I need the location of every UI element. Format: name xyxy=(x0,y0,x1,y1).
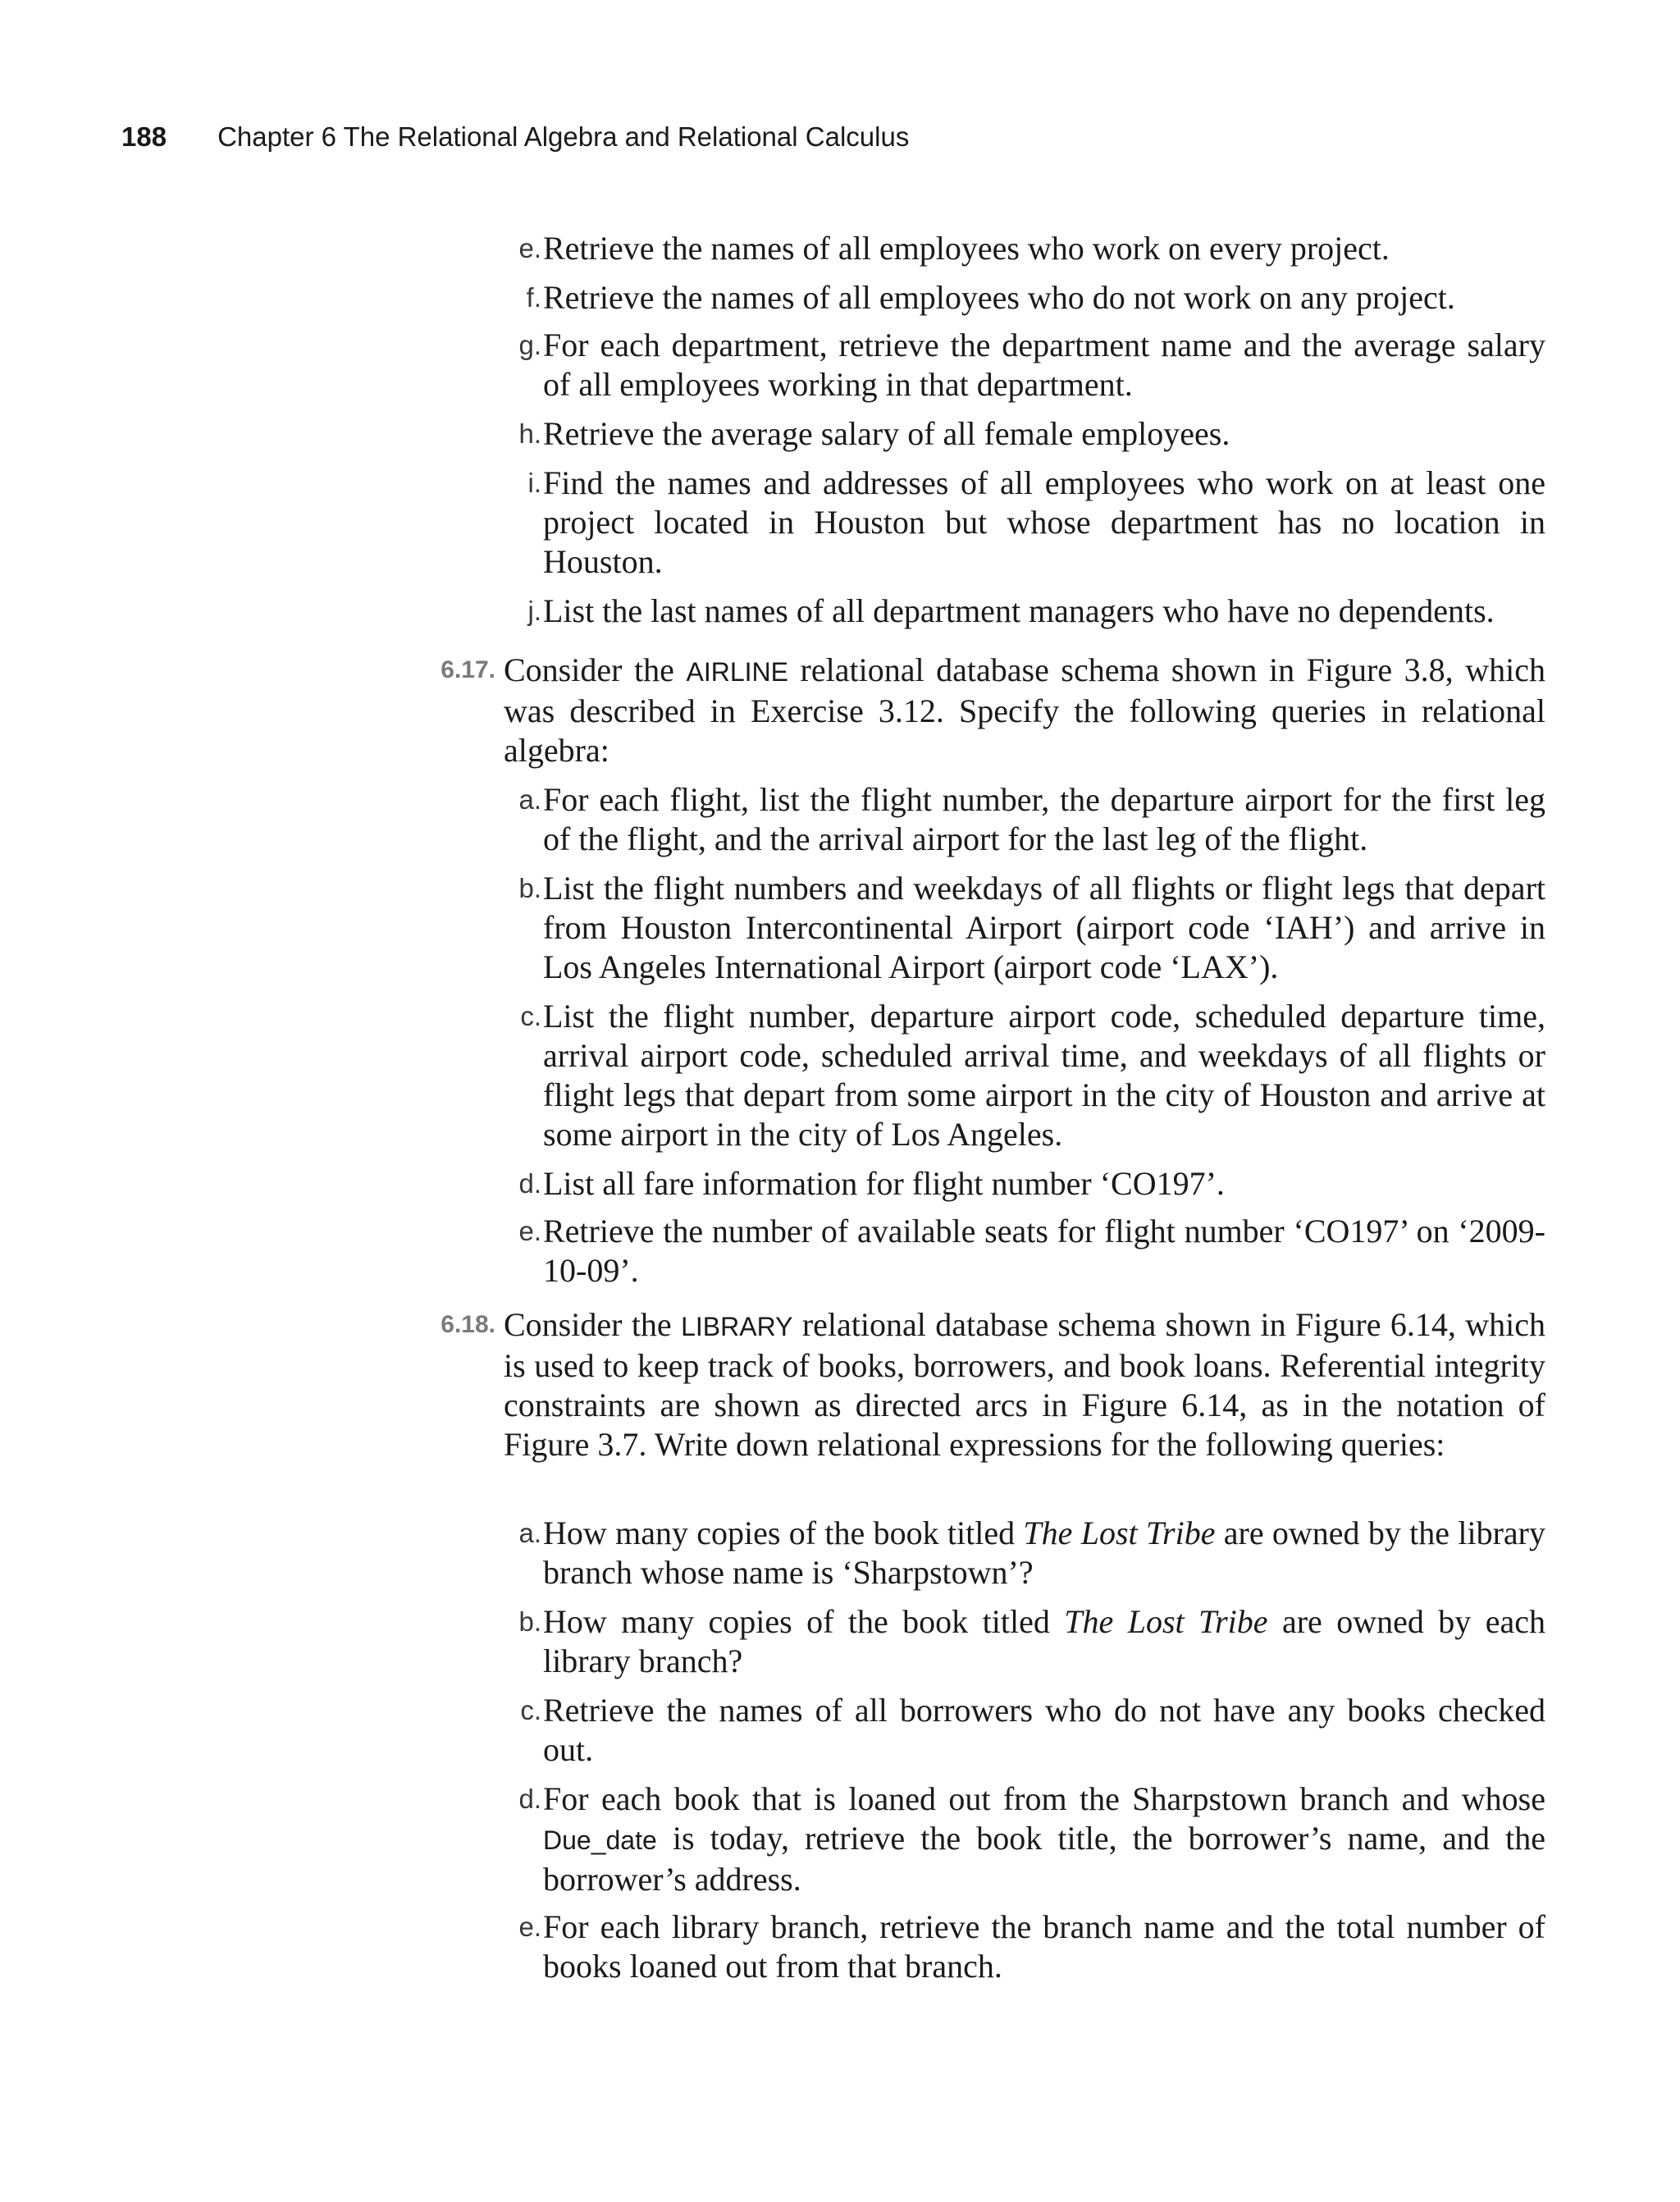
page-header xyxy=(121,120,909,154)
item-text: Retrieve the names of all employees who do not work on any project. xyxy=(543,279,1455,316)
exercise-number: 6.18. xyxy=(441,1311,495,1338)
item-label: h. xyxy=(518,418,541,449)
list-item-6-17-d xyxy=(518,1164,1545,1204)
exercise-number: 6.17. xyxy=(441,656,495,683)
item-label: e. xyxy=(518,1216,541,1246)
item-label: e. xyxy=(518,233,541,263)
schema-name: LIBRARY xyxy=(681,1312,793,1341)
item-text: For each book that is loaned out from the Sharpstown branch and whose xyxy=(543,1780,1545,1817)
item-label: a. xyxy=(518,1518,541,1548)
item-text: Find the names and addresses of all employees who work on at least one project located in Houston but whose department has no location in Houston. xyxy=(543,464,1545,580)
list-item-6-18-a xyxy=(518,1514,1545,1592)
item-label: a. xyxy=(518,784,541,815)
item-text-cont: is today, retrieve the book title, the borrower’s name, and the borrower’s address. xyxy=(543,1820,1545,1898)
exercise-intro: Consider the xyxy=(504,1306,682,1343)
item-text: For each flight, list the flight number, the departure airport for the first leg of the flight, and the arrival airport for the last leg of the flight. xyxy=(543,781,1545,857)
item-label: e. xyxy=(518,1912,541,1942)
list-item-6-17-a xyxy=(518,780,1545,859)
list-item-6-17-b xyxy=(518,869,1545,987)
item-label: g. xyxy=(518,330,541,360)
item-text: For each department, retrieve the department name and the average salary of all employees working in that department. xyxy=(543,327,1545,403)
running-head: Chapter 6 The Relational Algebra and Relational Calculus xyxy=(217,121,910,152)
item-text: Retrieve the names of all borrowers who do not have any books checked out. xyxy=(543,1692,1545,1768)
item-label: b. xyxy=(518,873,541,903)
item-label: j. xyxy=(527,596,541,626)
item-text: List all fare information for flight number ‘CO197’. xyxy=(543,1165,1225,1202)
item-text: List the last names of all department managers who have no dependents. xyxy=(543,592,1495,629)
list-item-6-18-e xyxy=(518,1907,1545,1986)
item-text-cont: are owned by each library branch? xyxy=(543,1603,1545,1679)
item-label: c. xyxy=(520,1001,541,1031)
item-label: f. xyxy=(526,282,541,313)
list-item-6-18-b xyxy=(518,1602,1545,1681)
item-label: c. xyxy=(520,1695,541,1725)
list-item-6-18-c xyxy=(520,1691,1545,1770)
item-text: How many copies of the book titled xyxy=(543,1603,1065,1640)
item-text: For each library branch, retrieve the branch name and the total number of books loaned out from that branch. xyxy=(543,1908,1545,1985)
list-item-6-17-c xyxy=(520,997,1545,1154)
item-text: Retrieve the names of all employees who work on every project. xyxy=(543,230,1390,267)
list-item-f xyxy=(526,278,1545,318)
list-item-6-18-d xyxy=(518,1779,1545,1899)
item-label: b. xyxy=(518,1606,541,1637)
exercise-intro-cont: relational database schema shown in Figure 6.14, which is used to keep track of books, borrowers, and book loans. Referential integrity constraints are shown as directed arcs in Figure 6.14, as in the notation of Figure 3.7. Write down relational expressions for the following queries: xyxy=(504,1306,1545,1463)
item-text: List the flight numbers and weekdays of all flights or flight legs that depart from Houston Intercontinental Airport (airport code ‘IAH’) and arrive in Los Angeles International Airport (airport code ‘LAX’). xyxy=(543,870,1545,985)
exercise-6-17 xyxy=(441,651,1545,770)
item-label: i. xyxy=(527,468,541,498)
item-text: List the flight number, departure airport code, scheduled departure time, arrival airport code, scheduled arrival time, and weekdays of all flights or flight legs that depart from some airport in the city of Houston and arrive at some airport in the city of Los Angeles. xyxy=(543,998,1545,1153)
item-text: How many copies of the book titled xyxy=(543,1514,1024,1551)
exercise-6-18 xyxy=(441,1305,1545,1464)
item-text: Retrieve the number of available seats for flight number ‘CO197’ on ‘2009-10-09’. xyxy=(543,1213,1545,1289)
item-text: Retrieve the average salary of all female employees. xyxy=(543,415,1230,452)
list-item-j xyxy=(527,592,1545,631)
list-item-g xyxy=(518,326,1545,404)
item-label: d. xyxy=(518,1168,541,1199)
item-label: d. xyxy=(518,1784,541,1814)
exercise-intro-cont: relational database schema shown in Figure 3.8, which was described in Exercise 3.12. Specify the following queries in relational algebra: xyxy=(504,651,1545,769)
item-text-cont: are owned by the library branch whose name is ‘Sharpstown’? xyxy=(543,1514,1545,1591)
list-item-i xyxy=(527,464,1545,582)
schema-name: AIRLINE xyxy=(686,657,788,687)
book-title: The Lost Tribe xyxy=(1023,1514,1216,1551)
exercise-intro: Consider the xyxy=(504,651,687,688)
list-item-6-17-e xyxy=(518,1212,1545,1291)
book-title: The Lost Tribe xyxy=(1064,1603,1268,1640)
list-item-e xyxy=(518,229,1545,268)
page-number: 188 xyxy=(121,121,167,152)
attribute-name: Due_date xyxy=(543,1825,657,1855)
list-item-h xyxy=(518,414,1545,454)
